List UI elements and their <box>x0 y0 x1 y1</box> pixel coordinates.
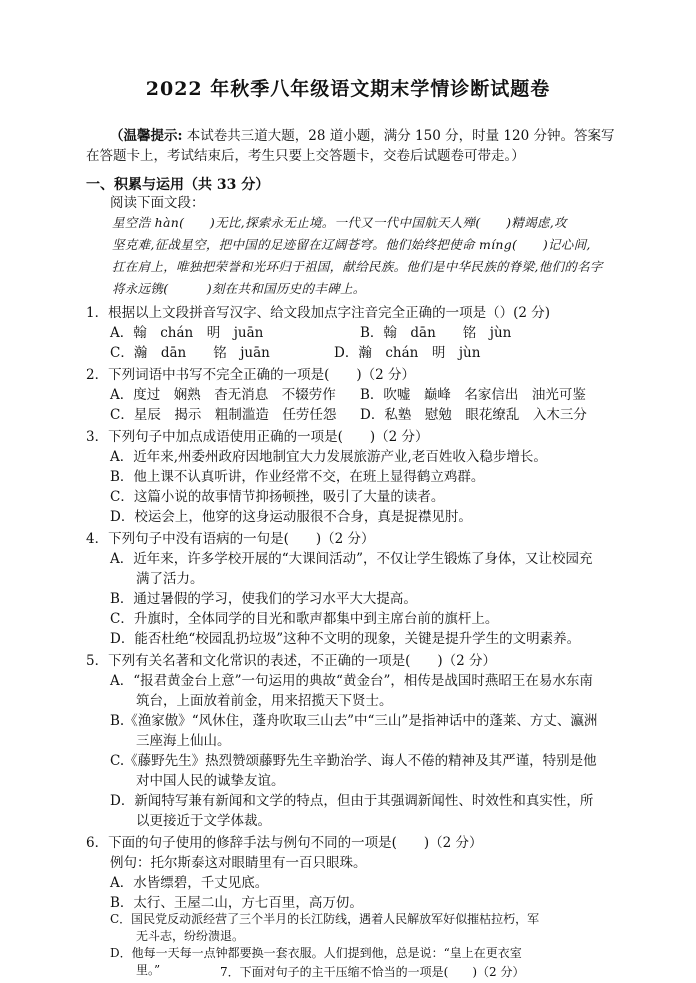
q5-option-a: A．“报君黄金台上意”一句运用的典故“黄金台”，相传是战国时燕昭王在易水东南 <box>110 673 593 689</box>
question-2-stem: 2．下列词语中书写不完全正确的一项是( )（2 分） <box>86 367 416 383</box>
exam-tip <box>110 126 630 146</box>
read-intro: 阅读下面文段： <box>110 195 205 211</box>
q2-option-b: B．吹嘘 巅峰 名家信出 油光可鉴 <box>360 387 586 403</box>
q1-option-c: C．瀚 dān 铭 juān <box>110 345 270 361</box>
q6-option-b: B．太行、王屋二山，方七百里，高万仞。 <box>110 895 363 911</box>
q6-option-a: A．水皆缥碧，千丈见底。 <box>110 875 269 891</box>
q6-option-d: D．他每一天每一点钟都要换一套衣服。人们提到他，总是说：“皇上在更衣室 <box>110 946 522 960</box>
q4-option-b: B．通过暑假的学习，使我们的学习水平大大提高。 <box>110 591 417 607</box>
q6-example: 例句：托尔斯泰这对眼睛里有一百只眼珠。 <box>110 855 367 871</box>
q5-option-d-cont: 以更接近于文学体裁。 <box>136 813 271 829</box>
q6-option-c: C．国民党反动派经营了三个半月的长江防线，遇着人民解放军好似摧枯拉朽，军 <box>110 912 540 926</box>
q2-option-a: A．度过 娴熟 杳无消息 不辍劳作 <box>110 387 336 403</box>
question-4-stem: 4．下列句子中没有语病的一句是( )（2 分） <box>86 531 375 547</box>
q5-option-c: C.《藤野先生》热烈赞颂藤野先生辛勤治学、诲人不倦的精神及其严谨，特别是他 <box>110 753 597 769</box>
q3-option-a: A．近年来,州委州政府因地制宜大力发展旅游产业,老百姓收入稳步增长。 <box>110 449 547 465</box>
q4-option-c: C．升旗时，全体同学的目光和歌声都集中到主席台前的旗杆上。 <box>110 611 499 627</box>
q4-option-d: D．能否杜绝“校园乱扔垃圾”这种不文明的现象，关键是提升学生的文明素养。 <box>110 631 581 647</box>
q5-option-b: B.《渔家傲》“风休住，蓬舟吹取三山去”中“三山”是指神话中的蓬莱、方丈、瀛洲 <box>110 713 598 729</box>
q3-option-c: C．这篇小说的故事情节抑扬顿挫，吸引了大量的读者。 <box>110 489 445 505</box>
q2-option-c: C．星辰 揭示 粗制滥造 任劳任怨 <box>110 407 337 423</box>
q1-option-b: B．翰 dān 铭 jùn <box>360 325 512 341</box>
q3-option-d: D．校运会上，他穿的这身运动服很不合身，真是捉襟见肘。 <box>110 509 472 525</box>
question-7-stem: 7．下面对句子的主干压缩不恰当的一项是( )（2 分） <box>220 965 525 979</box>
passage-line: 坚克难,征战星空，把中国的足迹留在辽阔苍穹。他们始终把使命 míng( )记心间, <box>112 237 591 252</box>
q5-option-b-cont: 三座海上仙山。 <box>136 733 231 749</box>
question-6-stem: 6．下面的句子使用的修辞手法与例句不同的一项是( )（2 分） <box>86 835 483 851</box>
q5-option-a-cont: 筑台，上面放着前金，用来招揽天下贤士。 <box>136 693 393 709</box>
passage-line: 扛在肩上，唯独把荣誉和光环归于祖国，献给民族。他们是中华民族的脊梁,他们的名字 <box>112 259 603 274</box>
q6-option-c-cont: 无斗志，纷纷溃退。 <box>136 929 245 943</box>
q1-option-a: A．翰 chán 明 juān <box>110 325 264 341</box>
passage-line: 星空浩 hàn( )无比,探索永无止境。一代又一代中国航天人殚( )精竭虑,攻 <box>112 215 567 230</box>
page-title: 2022 年秋季八年级语文期末学情诊断试题卷 <box>145 78 551 100</box>
q5-option-d: D．新闻特写兼有新闻和文学的特点，但由于其强调新闻性、时效性和真实性，所 <box>110 793 594 809</box>
question-1-stem: 1．根据以上文段拼音写汉字、给文段加点字注音完全正确的一项是（）(2 分) <box>86 305 551 321</box>
q6-option-d-cont: 里。” <box>136 963 161 977</box>
question-3-stem: 3．下列句子中加点成语使用正确的一项是( )（2 分） <box>86 429 429 445</box>
section-heading: 一、积累与运用（共 33 分） <box>86 177 270 193</box>
q4-option-a-cont: 满了活力。 <box>136 571 204 587</box>
q5-option-c-cont: 对中国人民的诚挚友谊。 <box>136 773 285 789</box>
tip-text-1: 本试卷共三道大题，28 道小题，满分 150 分，时量 120 分钟。答案写 <box>182 128 615 144</box>
q1-option-d: D．瀚 chán 明 jùn <box>334 345 481 361</box>
q2-option-d: D．私塾 慰勉 眼花缭乱 入木三分 <box>360 407 587 423</box>
q3-option-b: B．他上课不认真听讲，作业经常不交，在班上显得鹤立鸡群。 <box>110 469 485 485</box>
q4-option-a: A．近年来，许多学校开展的“大课间活动”，不仅让学生锻炼了身体，又让校园充 <box>110 551 593 567</box>
tip-label: （温馨提示: <box>110 128 183 144</box>
passage-line: 将永远镌( )刻在共和国历史的丰碑上。 <box>112 281 366 296</box>
question-5-stem: 5．下列有关名著和文化常识的表述，不正确的一项是( )（2 分） <box>86 653 497 669</box>
tip-text-2: 在答题卡上，考试结束后，考生只要上交答题卡，交卷后试题卷可带走。） <box>86 148 525 164</box>
